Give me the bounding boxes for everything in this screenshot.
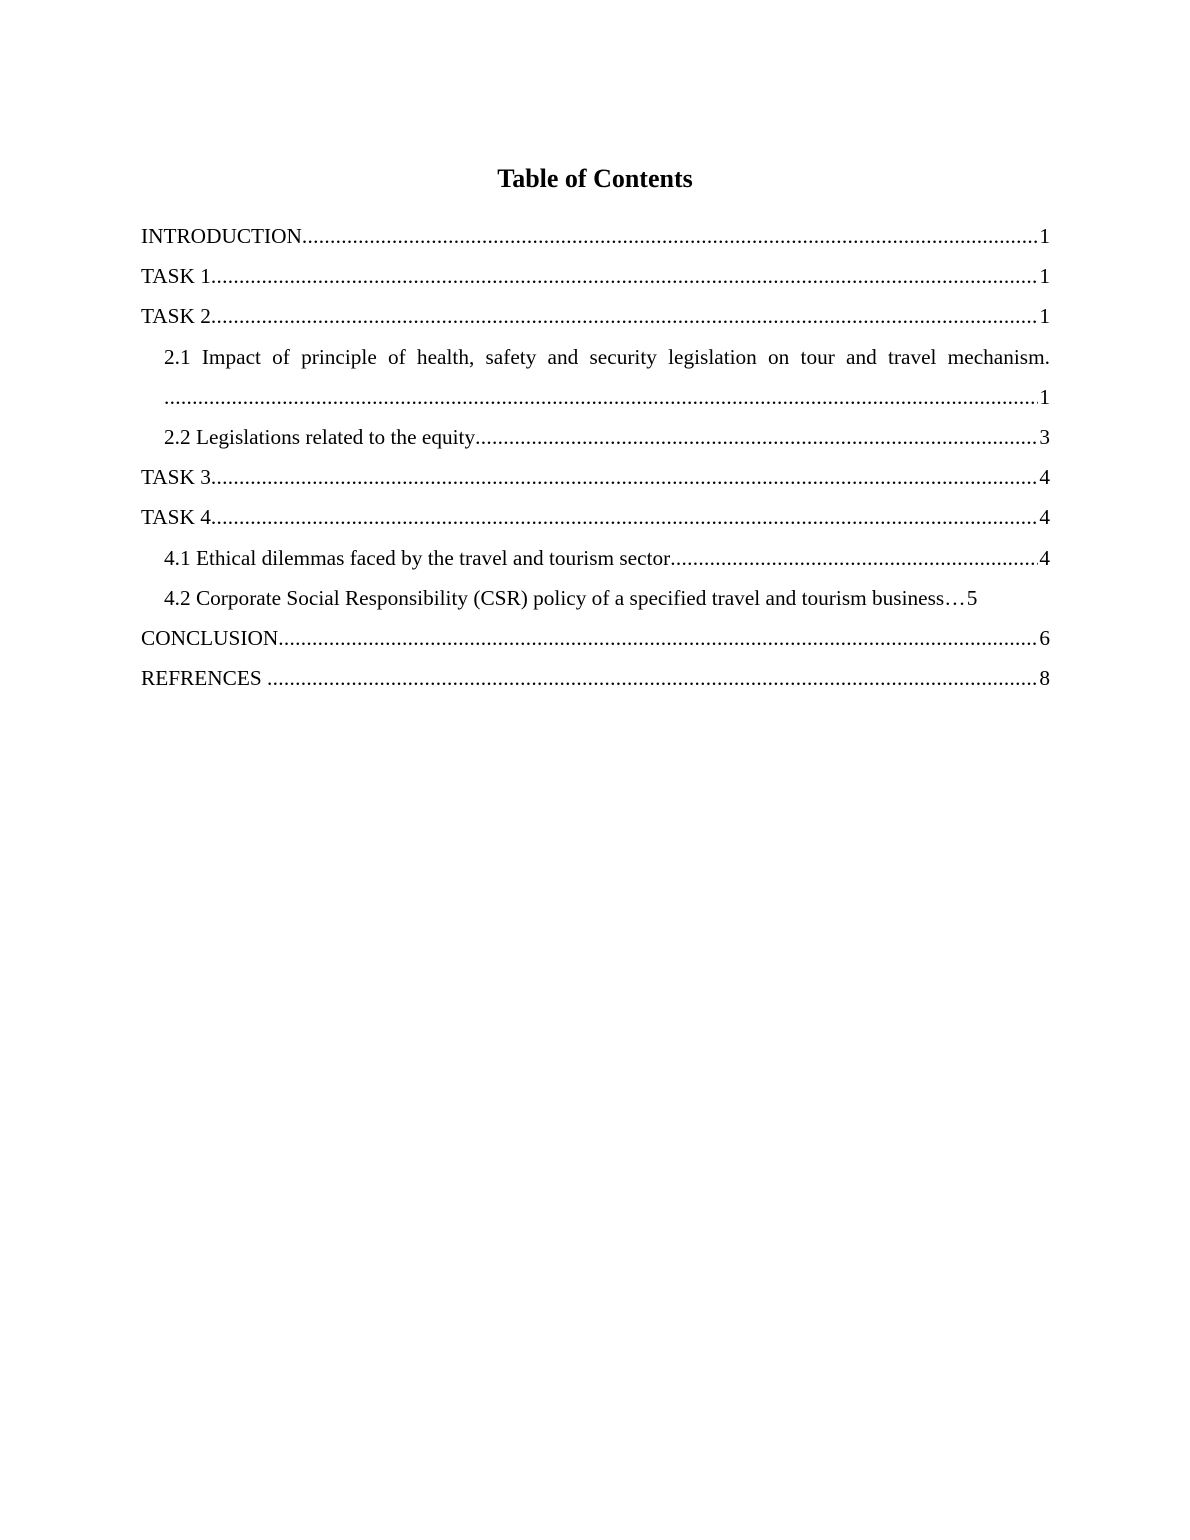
toc-dot-leader [211,296,1038,336]
toc-entry-label: 4.2 Corporate Social Responsibility (CSR) policy of a specified travel and tourism business [164,585,945,610]
toc-dot-leader [211,497,1038,537]
toc-entry-task-1[interactable] [141,256,1050,296]
toc-entry-label: 2.1 Impact of principle of health, safety and security legislation on tour and travel mechanism. [164,344,1050,369]
toc-entry-task-4[interactable] [141,497,1050,537]
toc-dot-leader [278,618,1038,658]
toc-entry-4-1[interactable] [141,538,1050,578]
toc-dot-leader [475,417,1038,457]
toc-entry-label: 4.1 Ethical dilemmas faced by the travel and tourism sector [164,545,671,570]
toc-page-number: 4 [1039,505,1050,530]
toc-page-number: 1 [1039,304,1050,329]
toc-dot-leader [267,658,1038,698]
toc-page-number: 5 [966,585,978,610]
toc-entry-introduction[interactable] [141,216,1050,256]
toc-ellipsis-leader [944,578,966,618]
toc-title: Table of Contents [497,164,693,193]
toc-list [141,216,1050,698]
toc-entry-4-2[interactable] [141,578,1050,618]
toc-entry-2-1[interactable] [141,337,1050,417]
toc-page-number: 3 [1039,424,1050,449]
toc-entry-task-3[interactable] [141,457,1050,497]
toc-entry-task-2[interactable] [141,296,1050,336]
toc-entry-label: CONCLUSION [141,625,279,650]
toc-entry-label: TASK 2 [141,304,211,329]
toc-entry-2-2[interactable] [141,417,1050,457]
toc-page-number: 4 [1039,545,1050,570]
toc-entry-label: TASK 1 [141,264,211,289]
toc-page-number: 1 [1039,384,1050,409]
toc-entry-label: TASK 4 [141,505,211,530]
toc-page-number: 1 [1039,264,1050,289]
toc-page-number: 4 [1039,465,1050,490]
toc-dot-leader [670,538,1038,578]
toc-entry-label: INTRODUCTION [141,224,302,248]
toc-dot-leader [211,256,1038,296]
toc-page-number: 1 [1039,224,1050,248]
toc-entry-conclusion[interactable] [141,618,1050,658]
toc-entry-label: 2.2 Legislations related to the equity [164,424,476,449]
toc-entry-references[interactable] [141,658,1050,698]
toc-dot-leader [302,216,1038,256]
toc-page-number: 6 [1039,625,1050,650]
toc-entry-label: REFRENCES [141,666,268,691]
toc-dot-leader [164,377,1038,417]
toc-dot-leader [211,457,1038,497]
toc-entry-label: TASK 3 [141,465,211,490]
toc-page-number: 8 [1039,666,1050,691]
